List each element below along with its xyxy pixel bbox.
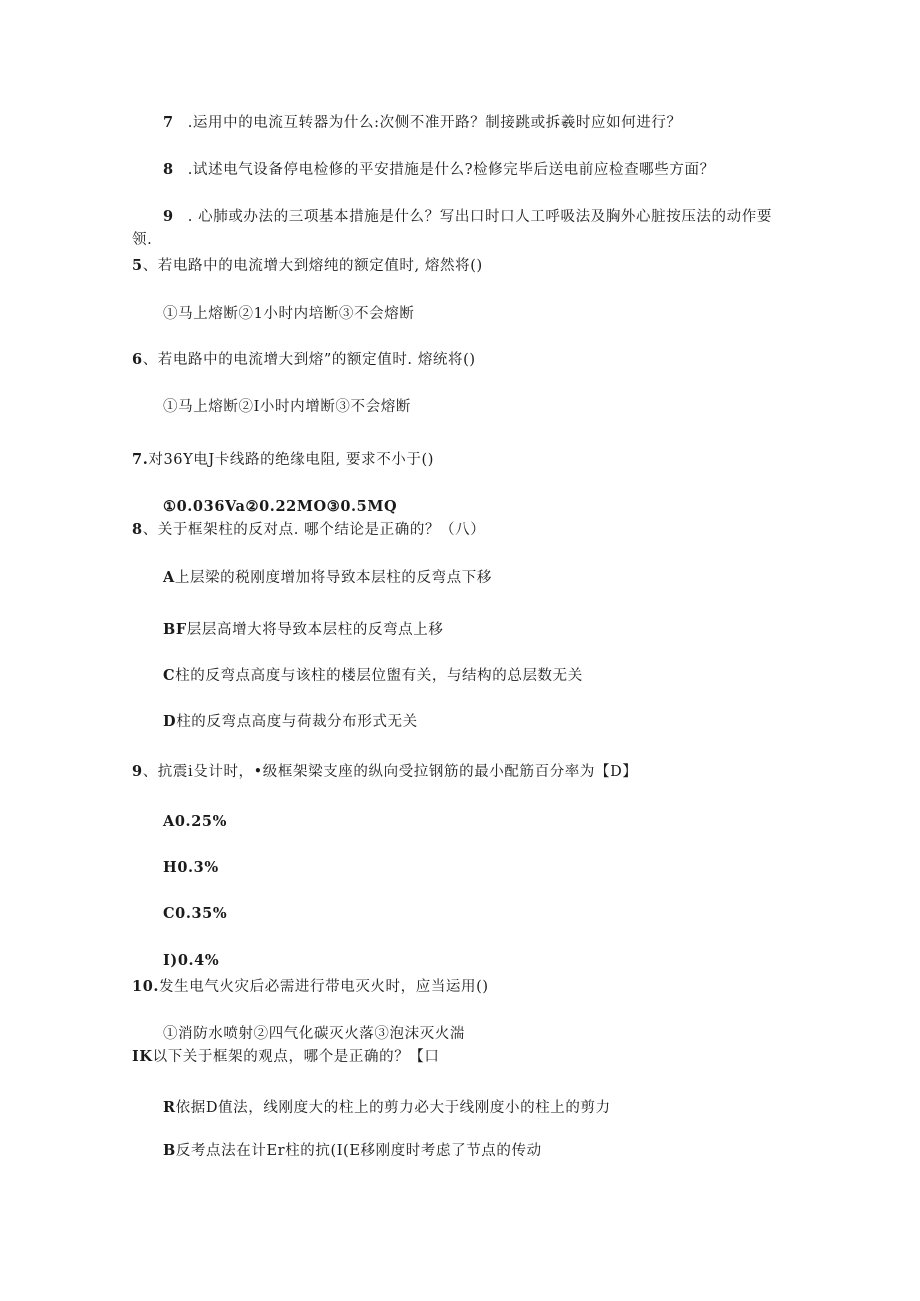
option-line xyxy=(163,858,219,878)
item-text: .试述电气设备停电检修的平安措施是什么?检修完毕后送电前应检查哪些方面？ xyxy=(187,162,715,178)
item-text: 柱的反弯点高度与该柱的楼层位盥有关，与结构的总层数无关 xyxy=(175,668,583,684)
item-text: 0.35% xyxy=(175,905,228,922)
item-text: 、关于框架柱的反对点. 哪个结论是正确的？（八） xyxy=(142,522,486,538)
item-number: BF xyxy=(163,621,187,638)
question-line xyxy=(132,520,485,540)
item-text: 、若电路中的电流增大到熔”的额定值时. 熔统将() xyxy=(142,352,476,368)
item-text: 以下关于框架的观点，哪个是正确的？【口 xyxy=(152,1049,440,1065)
item-text: 依据D值法，线刚度大的柱上的剪力必大于线刚度小的柱上的剪力 xyxy=(175,1100,611,1116)
item-text: .运用中的电流互转器为什么:次侧不准开路？制接跳或拆羲时应如何进行？ xyxy=(187,115,682,131)
option-line xyxy=(163,304,414,324)
item-text: ①消防水喷射②四气化碳灭火落③泡沫灭火湍 xyxy=(163,1026,465,1042)
option-line xyxy=(163,1098,611,1118)
item-number: IK xyxy=(132,1048,153,1065)
option-line xyxy=(163,568,492,588)
question-line xyxy=(163,160,715,180)
question-line xyxy=(132,450,434,470)
item-text: 柱的反弯点高度与荷裁分布形式无关 xyxy=(176,714,418,730)
item-number: 8 xyxy=(163,161,174,178)
item-text: . 心肺或办法的三项基本措施是什么？写出口时口人工呼吸法及胸外心脏按压法的动作要 xyxy=(187,209,772,225)
item-text: 发生电气火灾后必需进行带电灭火时，应当运用() xyxy=(159,979,489,995)
option-line xyxy=(163,812,227,832)
item-text: 0.25% xyxy=(174,813,227,830)
item-text: 层层高增大将导致本层柱的反弯点上移 xyxy=(186,622,444,638)
option-line xyxy=(163,951,219,971)
option-line xyxy=(163,497,397,517)
item-text: 对36Y电J卡线路的绝缘电阻, 要求不小于() xyxy=(148,452,435,468)
question-line xyxy=(132,977,489,997)
item-text: 、若电路中的电流增大到熔纯的额定值时, 熔然将() xyxy=(142,258,483,274)
option-line xyxy=(163,904,227,924)
item-number: 7 xyxy=(163,114,174,131)
item-text: 、抗震i殳计时，•级框架梁支座的纵向受拉钢筋的最小配筋百分率为【D】 xyxy=(142,764,638,780)
item-number: 9 xyxy=(132,763,143,780)
option-line xyxy=(163,666,583,686)
question-line xyxy=(132,350,476,370)
item-number: 5 xyxy=(132,257,143,274)
question-line xyxy=(163,113,682,133)
item-text: 上层梁的税刚度增加将导致本层柱的反弯点下移 xyxy=(174,570,492,586)
item-number: 6 xyxy=(132,351,143,368)
item-number: H xyxy=(163,859,178,876)
item-number: B xyxy=(163,1142,176,1159)
item-number: A xyxy=(163,813,175,830)
item-text: 0.3% xyxy=(177,859,219,876)
option-line xyxy=(163,1024,465,1044)
question-line xyxy=(132,256,483,276)
question-line xyxy=(132,1047,440,1067)
question-line xyxy=(132,230,152,250)
item-number: R xyxy=(163,1099,176,1116)
option-line xyxy=(163,620,443,640)
item-number: C xyxy=(163,905,176,922)
item-number: I) xyxy=(163,952,178,969)
item-number: 9 xyxy=(163,208,174,225)
option-line xyxy=(163,397,411,417)
item-text: ①马上熔断②1小时内培断③不会熔断 xyxy=(163,306,415,322)
item-number: D xyxy=(163,713,177,730)
item-number: C xyxy=(163,667,176,684)
item-text: ①马上熔断②I小时内增断③不会熔断 xyxy=(163,399,411,415)
item-text: ①0.036Va②0.22MO③0.5MQ xyxy=(163,498,398,515)
question-line xyxy=(163,207,772,227)
item-text: 反考点法在计Er柱的抗(I(E移刚度时考虑了节点的传动 xyxy=(175,1143,542,1159)
option-line xyxy=(163,1141,542,1161)
item-number: A xyxy=(163,569,175,586)
question-line xyxy=(132,762,637,782)
item-number: 7. xyxy=(132,451,149,468)
option-line xyxy=(163,712,418,732)
item-number: 8 xyxy=(132,521,143,538)
item-text: 领. xyxy=(132,232,153,248)
item-text: 0.4% xyxy=(177,952,220,969)
item-number: 10. xyxy=(132,978,160,995)
